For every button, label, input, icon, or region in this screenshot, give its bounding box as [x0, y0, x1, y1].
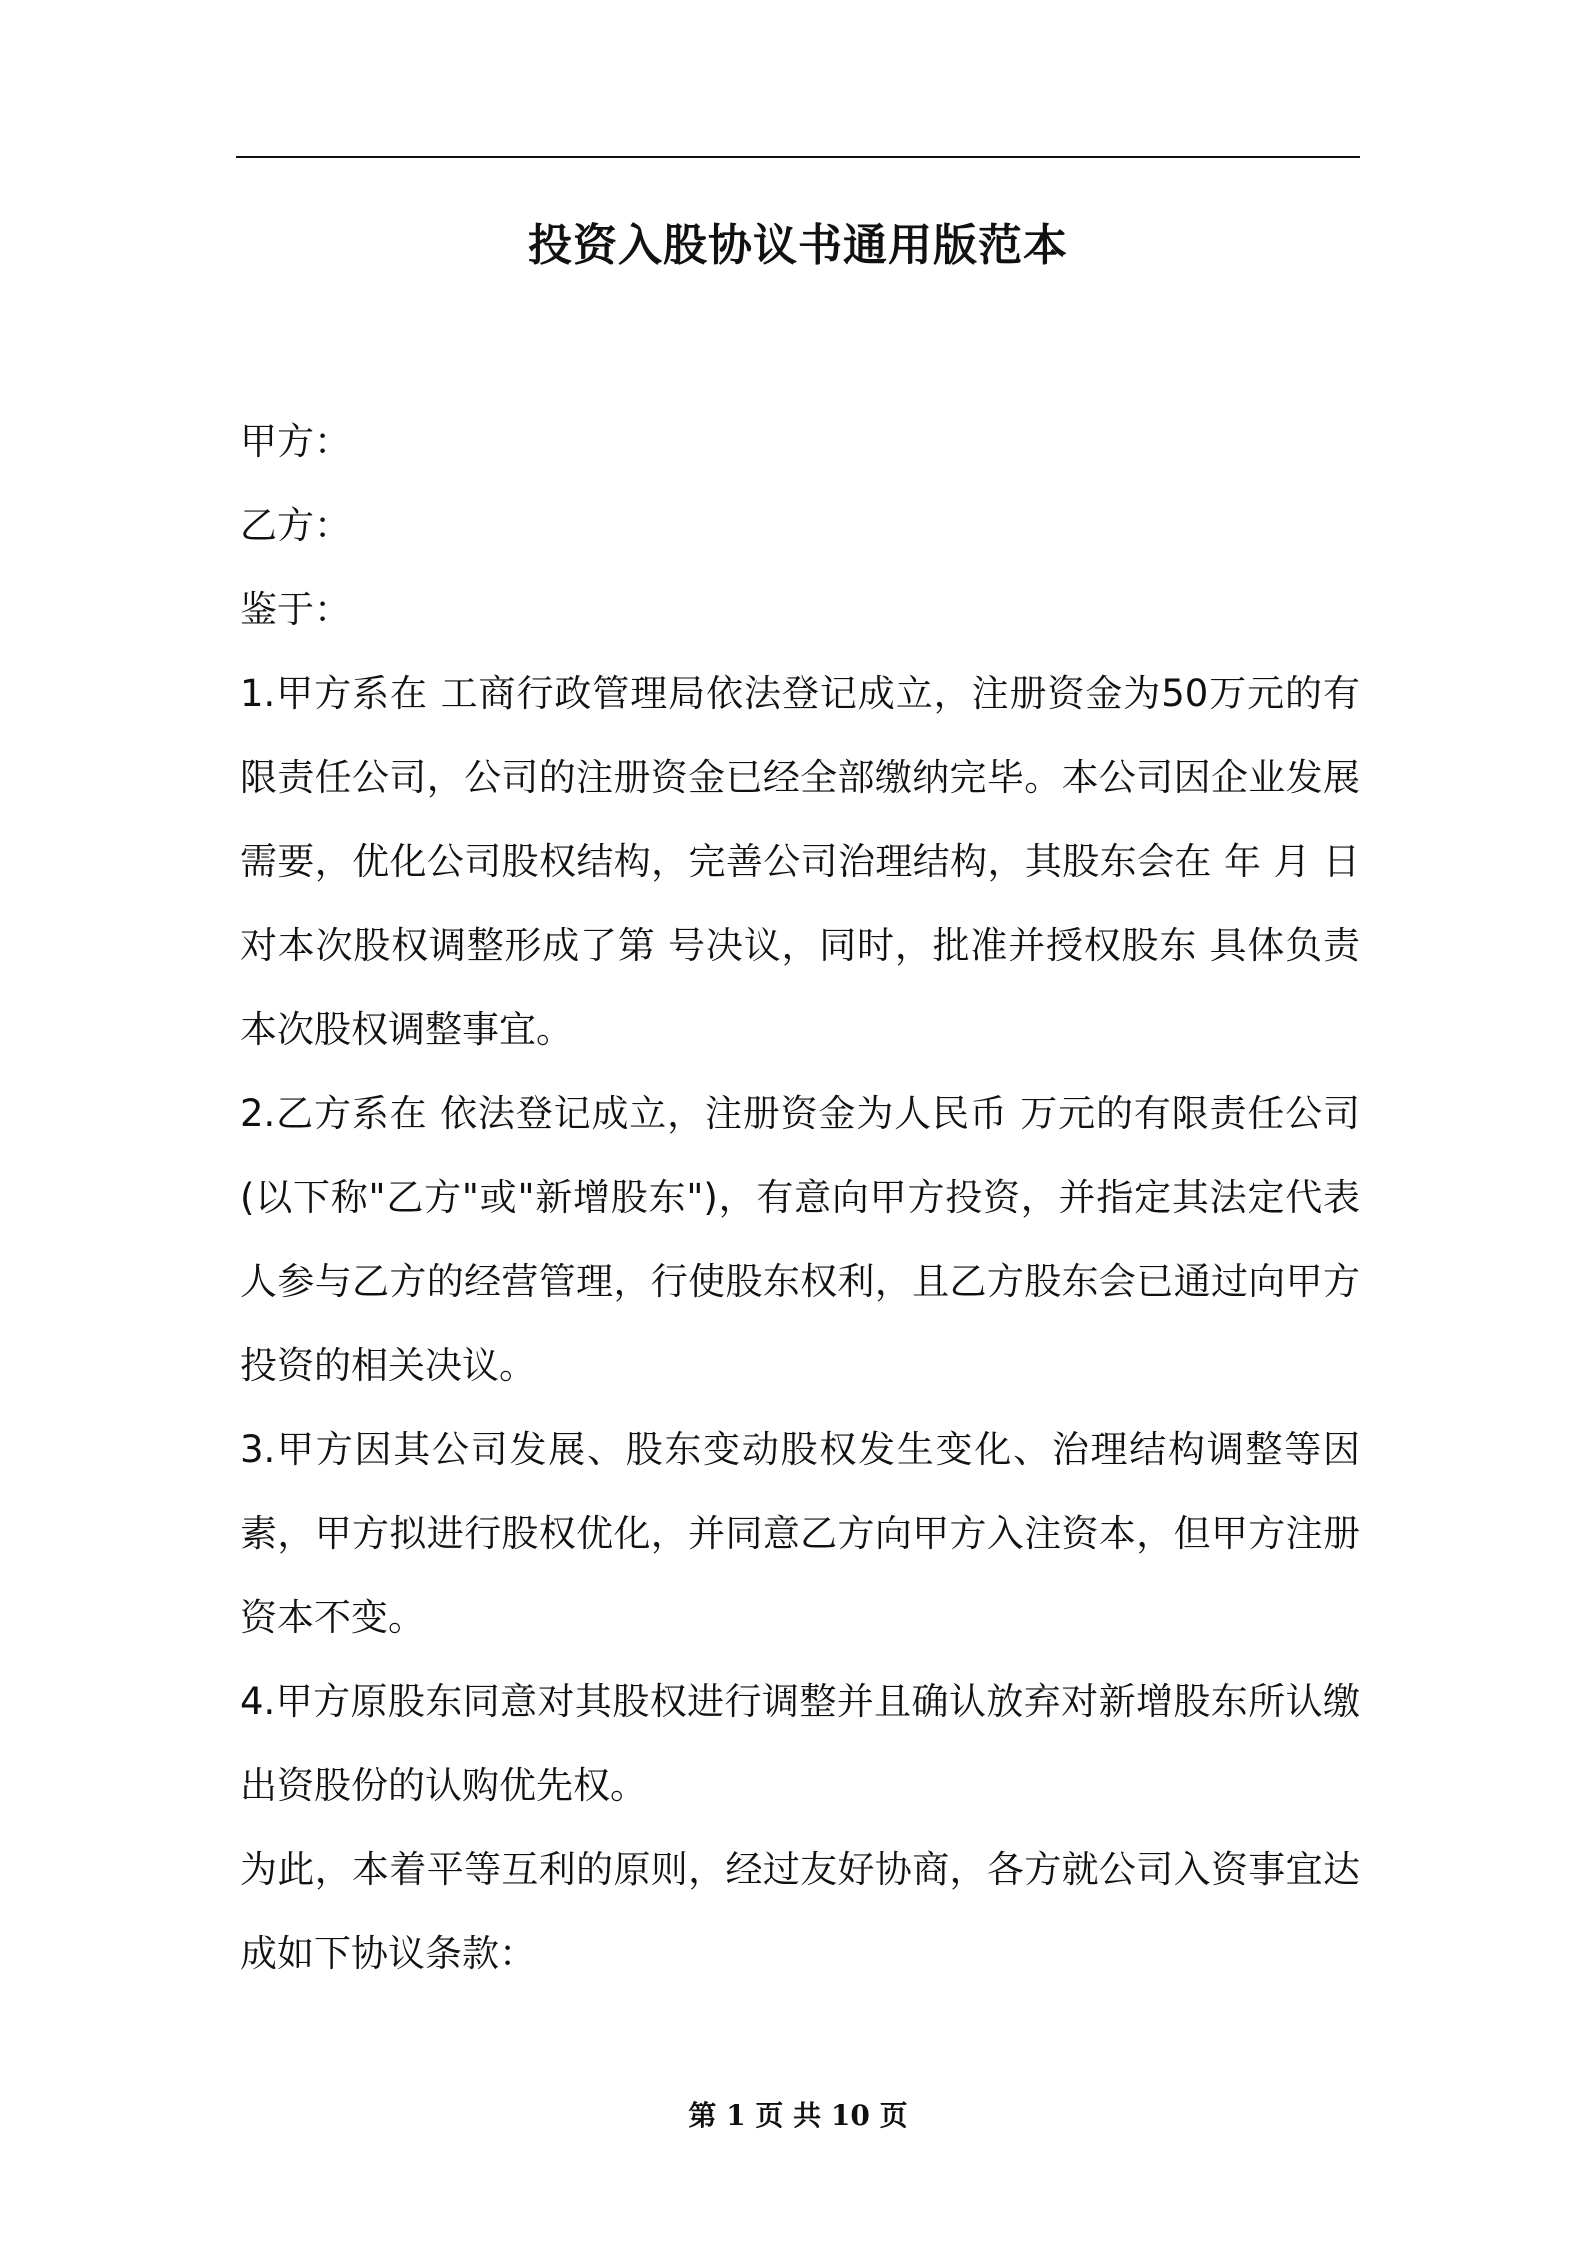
clause-3: 3.甲方因其公司发展、股东变动股权发生变化、治理结构调整等因素，甲方拟进行股权优化，并同意乙方向甲方入注资本，但甲方注册资本不变。: [240, 1428, 1360, 1639]
party-a-line: 甲方：: [240, 420, 351, 463]
party-b-line: 乙方：: [240, 504, 351, 547]
header-rule: [236, 156, 1360, 158]
footer-total-pages: 10: [830, 2099, 870, 2132]
whereas-line: 鉴于：: [240, 588, 351, 631]
footer-middle: 页 共: [755, 2099, 822, 2132]
footer-suffix: 页: [879, 2099, 908, 2132]
footer-prefix: 第: [688, 2099, 717, 2132]
conclusion-paragraph: 为此，本着平等互利的原则，经过友好协商，各方就公司入资事宜达成如下协议条款：: [240, 1848, 1360, 1975]
document-body: [240, 400, 1360, 1996]
document-title: 投资入股协议书通用版范本: [528, 220, 1068, 271]
clause-1: 1.甲方系在 工商行政管理局依法登记成立，注册资金为50万元的有限责任公司，公司的注册资金已经全部缴纳完毕。本公司因企业发展需要，优化公司股权结构，完善公司治理结构，其股东会在 年 月 日对本次股权调整形成了第 号决议，同时，批准并授权股东 具体负责本次股权调整事宜。: [240, 672, 1360, 1051]
page-footer: [236, 2096, 1360, 2136]
clause-4: 4.甲方原股东同意对其股权进行调整并且确认放弃对新增股东所认缴出资股份的认购优先权。: [240, 1680, 1360, 1807]
footer-current-page: 1: [726, 2099, 746, 2132]
clause-2: 2.乙方系在 依法登记成立，注册资金为人民币 万元的有限责任公司(以下称"乙方"或"新增股东")，有意向甲方投资，并指定其法定代表人参与乙方的经营管理，行使股东权利，且乙方股东会已通过向甲方投资的相关决议。: [240, 1092, 1360, 1387]
